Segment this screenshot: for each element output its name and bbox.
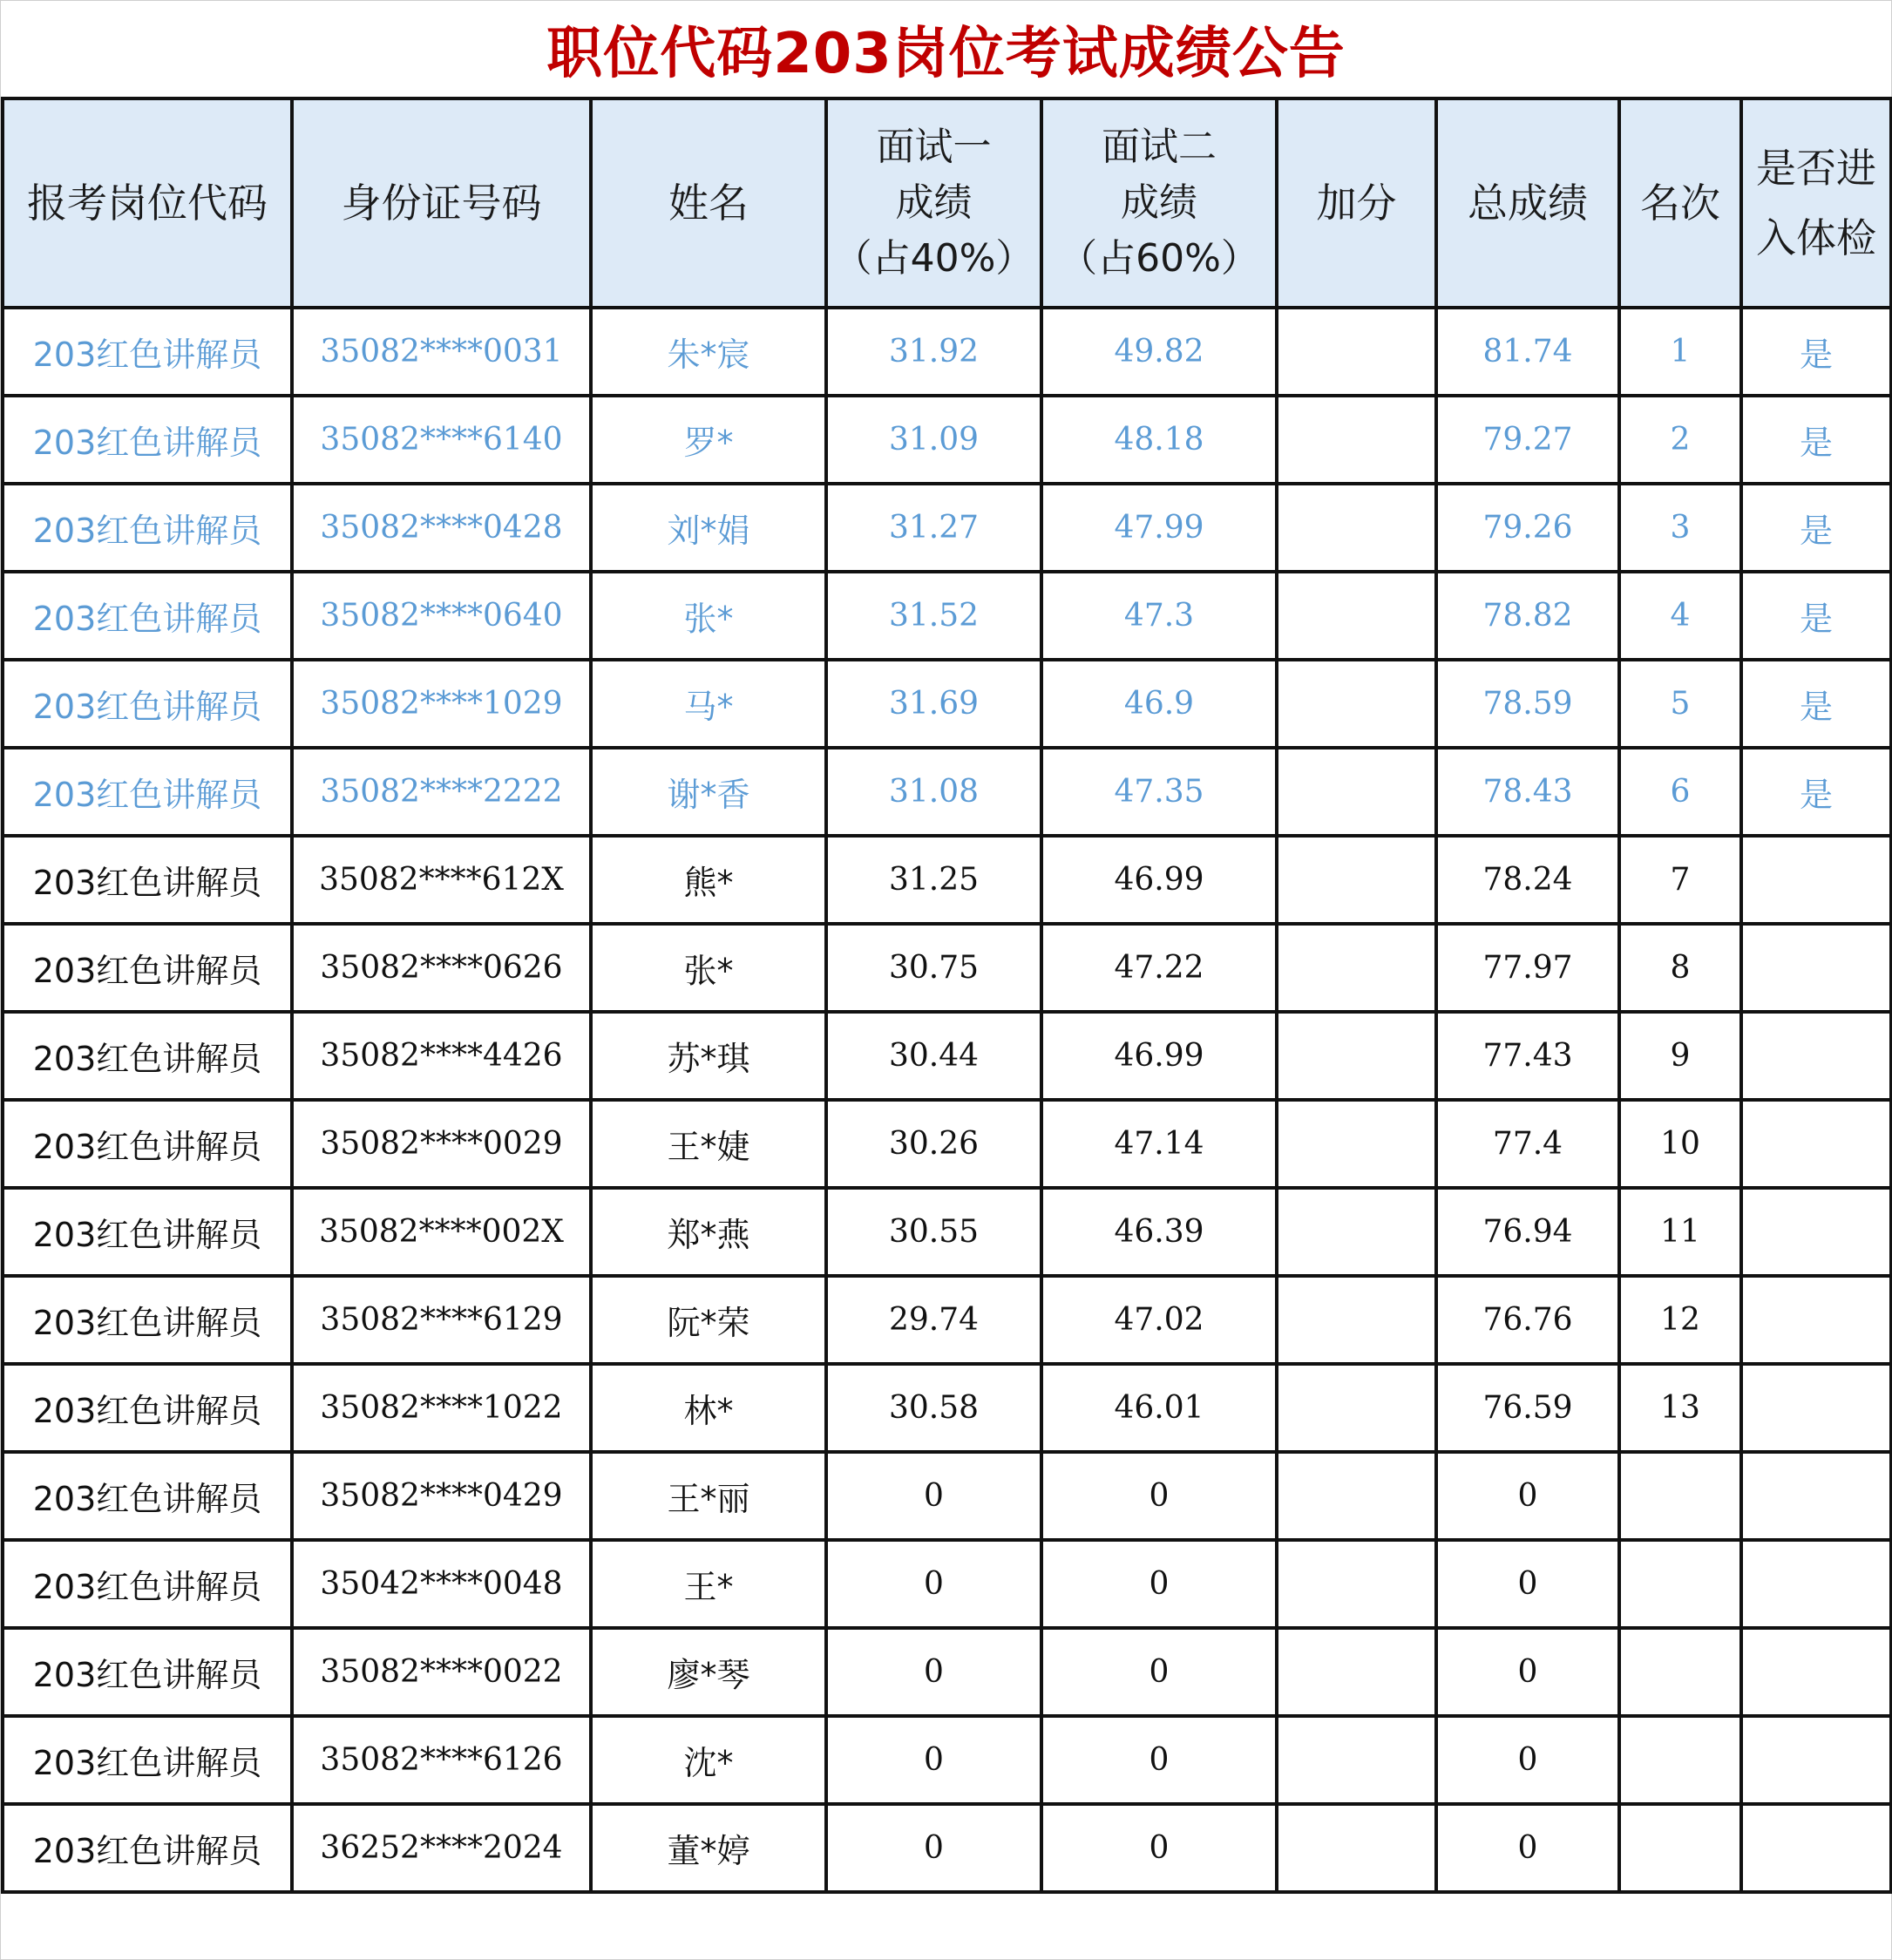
cell-total: 0 (1436, 1452, 1619, 1540)
table-row (3, 1276, 1891, 1364)
cell-position: 203红色讲解员 (3, 924, 292, 1012)
cell-physical-exam (1741, 1628, 1891, 1716)
cell-id-number: 35082****4426 (292, 1012, 591, 1100)
cell-physical-exam (1741, 1012, 1891, 1100)
cell-total: 78.82 (1436, 572, 1619, 660)
table-row (3, 1452, 1891, 1540)
table-row (3, 1804, 1891, 1892)
cell-bonus (1277, 748, 1436, 836)
cell-interview2: 47.14 (1041, 1100, 1277, 1188)
cell-position: 203红色讲解员 (3, 1276, 292, 1364)
header-id-number: 身份证号码 (292, 98, 591, 308)
cell-position: 203红色讲解员 (3, 1100, 292, 1188)
cell-interview2: 47.99 (1041, 484, 1277, 572)
cell-total: 77.43 (1436, 1012, 1619, 1100)
cell-position: 203红色讲解员 (3, 836, 292, 924)
cell-id-number: 35082****0640 (292, 572, 591, 660)
cell-interview2: 46.01 (1041, 1364, 1277, 1452)
cell-interview2: 46.39 (1041, 1188, 1277, 1276)
table-header-row (3, 98, 1891, 308)
cell-interview2: 48.18 (1041, 396, 1277, 484)
cell-total: 76.76 (1436, 1276, 1619, 1364)
cell-rank: 9 (1619, 1012, 1741, 1100)
cell-position: 203红色讲解员 (3, 484, 292, 572)
page-title: 职位代码203岗位考试成绩公告 (546, 22, 1346, 86)
cell-total: 78.59 (1436, 660, 1619, 748)
table-row (3, 1628, 1891, 1716)
cell-interview1: 31.92 (826, 308, 1041, 396)
cell-id-number: 35082****612X (292, 836, 591, 924)
cell-interview2: 0 (1041, 1452, 1277, 1540)
cell-interview1: 29.74 (826, 1276, 1041, 1364)
cell-physical-exam (1741, 1540, 1891, 1628)
cell-position: 203红色讲解员 (3, 1188, 292, 1276)
cell-total: 0 (1436, 1628, 1619, 1716)
cell-interview1: 31.27 (826, 484, 1041, 572)
header-interview2 (1041, 98, 1277, 308)
cell-rank: 12 (1619, 1276, 1741, 1364)
cell-interview1: 31.25 (826, 836, 1041, 924)
table-row (3, 308, 1891, 396)
cell-physical-exam (1741, 1452, 1891, 1540)
cell-interview1: 0 (826, 1628, 1041, 1716)
cell-physical-exam (1741, 1100, 1891, 1188)
cell-bonus (1277, 1716, 1436, 1804)
header-position-code: 报考岗位代码 (3, 98, 292, 308)
cell-rank (1619, 1540, 1741, 1628)
header-physical-line: 是否进 (1756, 145, 1876, 192)
cell-name: 王* (591, 1540, 826, 1628)
header-physical-line: 入体检 (1756, 214, 1876, 261)
cell-rank (1619, 1716, 1741, 1804)
table-row (3, 924, 1891, 1012)
cell-name: 谢*香 (591, 748, 826, 836)
cell-interview2: 47.22 (1041, 924, 1277, 1012)
cell-position: 203红色讲解员 (3, 1628, 292, 1716)
table-row (3, 1100, 1891, 1188)
cell-rank: 4 (1619, 572, 1741, 660)
cell-total: 78.24 (1436, 836, 1619, 924)
header-bonus: 加分 (1277, 98, 1436, 308)
header-rank: 名次 (1619, 98, 1741, 308)
cell-name: 刘*娟 (591, 484, 826, 572)
cell-rank (1619, 1452, 1741, 1540)
header-physical-exam (1741, 98, 1891, 308)
table-row (3, 1188, 1891, 1276)
cell-physical-exam: 是 (1741, 748, 1891, 836)
cell-physical-exam (1741, 1804, 1891, 1892)
cell-interview1: 31.69 (826, 660, 1041, 748)
cell-physical-exam (1741, 1188, 1891, 1276)
cell-interview1: 30.58 (826, 1364, 1041, 1452)
cell-rank (1619, 1628, 1741, 1716)
cell-total: 78.43 (1436, 748, 1619, 836)
cell-interview1: 31.52 (826, 572, 1041, 660)
cell-physical-exam (1741, 924, 1891, 1012)
cell-interview1: 0 (826, 1804, 1041, 1892)
cell-position: 203红色讲解员 (3, 1540, 292, 1628)
cell-interview2: 47.35 (1041, 748, 1277, 836)
cell-name: 朱*宸 (591, 308, 826, 396)
table-row (3, 396, 1891, 484)
cell-physical-exam: 是 (1741, 396, 1891, 484)
cell-id-number: 35082****0626 (292, 924, 591, 1012)
cell-id-number: 35082****0429 (292, 1452, 591, 1540)
cell-rank: 13 (1619, 1364, 1741, 1452)
cell-physical-exam (1741, 836, 1891, 924)
cell-bonus (1277, 1276, 1436, 1364)
cell-name: 阮*荣 (591, 1276, 826, 1364)
cell-name: 郑*燕 (591, 1188, 826, 1276)
cell-bonus (1277, 1364, 1436, 1452)
cell-id-number: 35082****1029 (292, 660, 591, 748)
cell-interview1: 0 (826, 1716, 1041, 1804)
cell-position: 203红色讲解员 (3, 1364, 292, 1452)
cell-id-number: 35082****2222 (292, 748, 591, 836)
table-body (3, 308, 1891, 1892)
cell-bonus (1277, 1188, 1436, 1276)
header-interview1-line: （占40%） (833, 236, 1034, 281)
cell-total: 0 (1436, 1716, 1619, 1804)
header-interview2-line: 面试二 (1102, 125, 1217, 169)
cell-rank: 5 (1619, 660, 1741, 748)
cell-bonus (1277, 1628, 1436, 1716)
cell-name: 张* (591, 924, 826, 1012)
cell-name: 张* (591, 572, 826, 660)
cell-id-number: 35082****002X (292, 1188, 591, 1276)
cell-total: 77.97 (1436, 924, 1619, 1012)
cell-bonus (1277, 1804, 1436, 1892)
cell-position: 203红色讲解员 (3, 660, 292, 748)
cell-id-number: 35082****0428 (292, 484, 591, 572)
cell-rank: 10 (1619, 1100, 1741, 1188)
table-row (3, 1716, 1891, 1804)
cell-physical-exam: 是 (1741, 572, 1891, 660)
cell-physical-exam: 是 (1741, 660, 1891, 748)
cell-position: 203红色讲解员 (3, 1452, 292, 1540)
cell-interview1: 30.44 (826, 1012, 1041, 1100)
cell-name: 熊* (591, 836, 826, 924)
header-interview1 (826, 98, 1041, 308)
cell-total: 81.74 (1436, 308, 1619, 396)
header-interview2-line: （占60%） (1059, 236, 1259, 281)
header-name: 姓名 (591, 98, 826, 308)
cell-name: 廖*琴 (591, 1628, 826, 1716)
cell-bonus (1277, 660, 1436, 748)
cell-name: 罗* (591, 396, 826, 484)
cell-total: 0 (1436, 1804, 1619, 1892)
cell-interview2: 0 (1041, 1716, 1277, 1804)
cell-position: 203红色讲解员 (3, 1012, 292, 1100)
cell-bonus (1277, 924, 1436, 1012)
cell-interview2: 0 (1041, 1628, 1277, 1716)
cell-name: 董*婷 (591, 1804, 826, 1892)
table-row (3, 660, 1891, 748)
cell-rank (1619, 1804, 1741, 1892)
cell-total: 76.59 (1436, 1364, 1619, 1452)
cell-bonus (1277, 484, 1436, 572)
cell-interview1: 30.26 (826, 1100, 1041, 1188)
cell-interview2: 46.99 (1041, 836, 1277, 924)
cell-interview1: 31.09 (826, 396, 1041, 484)
cell-bonus (1277, 308, 1436, 396)
cell-rank: 11 (1619, 1188, 1741, 1276)
cell-interview1: 31.08 (826, 748, 1041, 836)
cell-id-number: 35082****6126 (292, 1716, 591, 1804)
cell-bonus (1277, 1100, 1436, 1188)
cell-position: 203红色讲解员 (3, 1716, 292, 1804)
cell-id-number: 35082****6140 (292, 396, 591, 484)
cell-id-number: 36252****2024 (292, 1804, 591, 1892)
cell-id-number: 35042****0048 (292, 1540, 591, 1628)
cell-position: 203红色讲解员 (3, 308, 292, 396)
cell-name: 王*丽 (591, 1452, 826, 1540)
header-interview1-line: 成绩 (895, 180, 973, 225)
cell-total: 0 (1436, 1540, 1619, 1628)
cell-bonus (1277, 572, 1436, 660)
cell-name: 沈* (591, 1716, 826, 1804)
cell-interview1: 30.75 (826, 924, 1041, 1012)
cell-interview2: 0 (1041, 1804, 1277, 1892)
cell-rank: 2 (1619, 396, 1741, 484)
cell-position: 203红色讲解员 (3, 748, 292, 836)
cell-name: 苏*琪 (591, 1012, 826, 1100)
cell-bonus (1277, 836, 1436, 924)
cell-total: 79.26 (1436, 484, 1619, 572)
cell-total: 76.94 (1436, 1188, 1619, 1276)
cell-physical-exam: 是 (1741, 484, 1891, 572)
table-row (3, 1540, 1891, 1628)
cell-interview2: 0 (1041, 1540, 1277, 1628)
table-row (3, 748, 1891, 836)
cell-rank: 7 (1619, 836, 1741, 924)
header-interview1-line: 面试一 (876, 125, 992, 169)
cell-bonus (1277, 1012, 1436, 1100)
cell-rank: 3 (1619, 484, 1741, 572)
cell-physical-exam (1741, 1364, 1891, 1452)
cell-bonus (1277, 396, 1436, 484)
header-interview2-line: 成绩 (1121, 180, 1197, 225)
cell-interview2: 47.3 (1041, 572, 1277, 660)
cell-physical-exam: 是 (1741, 308, 1891, 396)
cell-position: 203红色讲解员 (3, 396, 292, 484)
cell-rank: 6 (1619, 748, 1741, 836)
cell-id-number: 35082****0029 (292, 1100, 591, 1188)
cell-bonus (1277, 1540, 1436, 1628)
cell-interview1: 0 (826, 1452, 1041, 1540)
cell-id-number: 35082****1022 (292, 1364, 591, 1452)
cell-physical-exam (1741, 1716, 1891, 1804)
cell-name: 林* (591, 1364, 826, 1452)
cell-interview2: 47.02 (1041, 1276, 1277, 1364)
cell-rank: 8 (1619, 924, 1741, 1012)
cell-interview1: 30.55 (826, 1188, 1041, 1276)
score-table (1, 97, 1892, 1894)
cell-physical-exam (1741, 1276, 1891, 1364)
cell-interview1: 0 (826, 1540, 1041, 1628)
table-row (3, 484, 1891, 572)
cell-name: 马* (591, 660, 826, 748)
header-total: 总成绩 (1436, 98, 1619, 308)
table-row (3, 1364, 1891, 1452)
cell-name: 王*婕 (591, 1100, 826, 1188)
table-row (3, 572, 1891, 660)
cell-total: 79.27 (1436, 396, 1619, 484)
table-row (3, 1012, 1891, 1100)
table-row (3, 836, 1891, 924)
cell-bonus (1277, 1452, 1436, 1540)
cell-id-number: 35082****6129 (292, 1276, 591, 1364)
cell-position: 203红色讲解员 (3, 1804, 292, 1892)
cell-total: 77.4 (1436, 1100, 1619, 1188)
cell-interview2: 49.82 (1041, 308, 1277, 396)
cell-rank: 1 (1619, 308, 1741, 396)
cell-interview2: 46.9 (1041, 660, 1277, 748)
cell-id-number: 35082****0022 (292, 1628, 591, 1716)
cell-id-number: 35082****0031 (292, 308, 591, 396)
cell-interview2: 46.99 (1041, 1012, 1277, 1100)
cell-position: 203红色讲解员 (3, 572, 292, 660)
